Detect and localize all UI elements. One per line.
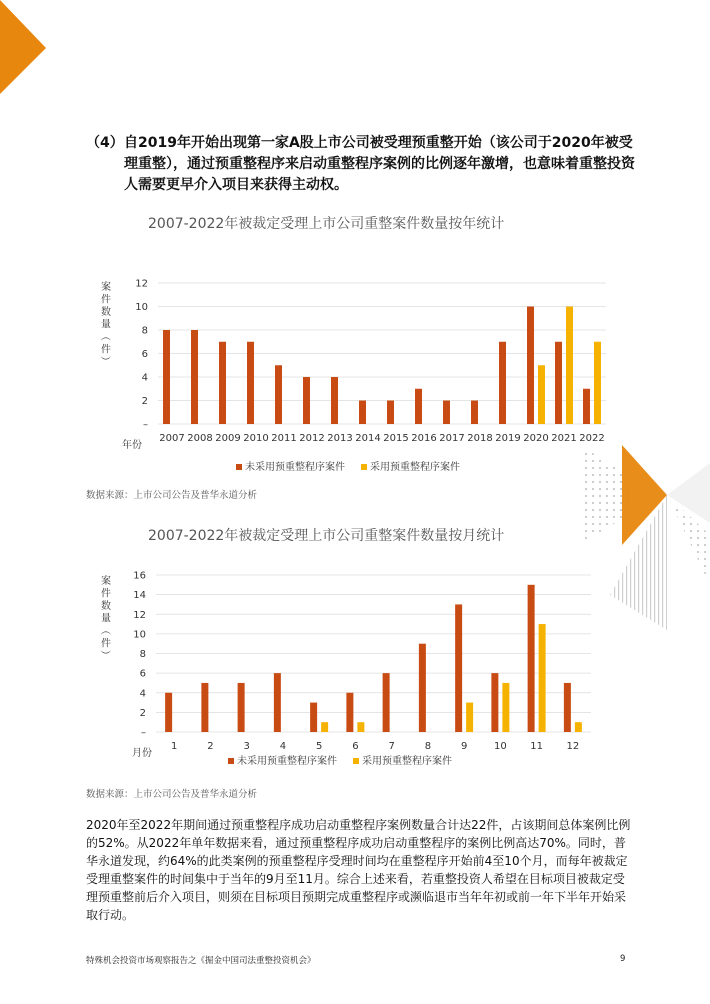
legend-swatch [228,758,234,764]
bar-non-prerestructuring [491,673,498,732]
x-tick-label: 2022 [579,433,605,444]
monthly-cases-chart [86,560,616,775]
bar-non-prerestructuring [528,585,535,732]
y-axis-label-char: 数 [101,601,111,612]
x-tick-label: 2021 [551,433,577,444]
bar-non-prerestructuring [387,401,394,425]
legend-swatch [353,758,359,764]
y-axis-label-char: ） [99,356,110,366]
y-axis-label-char: ） [99,650,110,660]
y-tick-label: 16 [133,570,146,582]
y-axis-label-char: （ [99,331,110,341]
chart1-source: 数据来源：上市公司公告及普华永道分析 [86,490,258,501]
x-tick-label: 10 [494,741,507,752]
bar-prerestructuring [539,624,546,732]
y-tick-label: 6 [141,349,148,360]
y-axis-label-char: 件 [101,344,111,356]
bar-non-prerestructuring [274,673,281,732]
chart1-title: 2007-2022年被裁定受理上市公司重整案件数量按年统计 [148,216,505,232]
bar-non-prerestructuring [346,693,353,732]
bar-non-prerestructuring [443,401,450,425]
bar-non-prerestructuring [247,342,254,424]
bar-prerestructuring [321,722,328,732]
bar-non-prerestructuring [455,604,462,732]
y-axis-label-char: 量 [101,319,111,331]
x-tick-label: 5 [315,741,323,752]
bar-prerestructuring [502,683,509,732]
y-tick-label: 8 [141,325,148,337]
chart2-title: 2007-2022年被裁定受理上市公司重整案件数量按月统计 [148,528,505,544]
y-axis-label-char: 量 [101,613,111,625]
x-tick-label: 3 [243,741,250,752]
bar-non-prerestructuring [583,389,590,424]
y-tick-label: 6 [139,668,146,680]
x-tick-label: 2018 [467,433,493,444]
heading-text: 自2019年开始出现第一家A股上市公司被受理预重整开始（该公司于2020年被受理重整），通过预重整程序来启动重整程序案例的比例逐年激增，也意味着重整投资人需要更早介入项目来获得主动权。 [124,135,635,193]
y-tick-label: 4 [141,372,148,384]
bar-non-prerestructuring [310,703,317,732]
x-tick-label: 2014 [355,433,381,444]
page-number: 9 [620,954,626,964]
bar-non-prerestructuring [275,365,282,424]
x-axis-label: 年份 [122,440,142,451]
x-tick-label: 2011 [271,433,297,444]
yearly-cases-chart [86,270,616,480]
legend-swatch [361,464,367,470]
bar-non-prerestructuring [331,377,338,424]
y-axis-label-char: 件 [101,638,111,650]
bar-prerestructuring [594,342,601,424]
bar-non-prerestructuring [564,683,571,732]
y-tick-label: 12 [133,609,146,621]
x-axis-label: 月份 [132,748,152,759]
legend-label: 未采用预重整程序案件 [237,756,337,767]
x-tick-label: 9 [460,741,468,752]
x-tick-label: 2013 [327,433,353,444]
x-tick-label: 11 [530,741,543,752]
x-tick-label: 2016 [411,433,437,444]
x-tick-label: 8 [424,741,432,752]
bar-non-prerestructuring [219,342,226,424]
bar-prerestructuring [566,307,573,425]
y-axis-label-char: （ [99,625,110,635]
bar-non-prerestructuring [471,401,478,425]
y-axis-label-char: 件 [101,294,111,306]
x-tick-label: 2010 [243,433,269,444]
y-axis-label-char: 数 [101,307,111,318]
y-tick-label: – [143,419,148,431]
bar-prerestructuring [575,722,582,732]
x-tick-label: 1 [170,741,178,752]
legend-label: 采用预重整程序案件 [370,462,460,473]
x-tick-label: 2019 [495,433,521,444]
x-tick-label: 2015 [383,433,409,444]
heading-number: （4） [86,135,124,151]
y-tick-label: 10 [135,302,148,313]
bar-non-prerestructuring [191,330,198,424]
legend-swatch [236,464,242,470]
x-tick-label: 2008 [187,433,213,444]
y-tick-label: 2 [139,707,146,719]
y-tick-label: 2 [141,396,148,407]
chart2-source: 数据来源：上市公司公告及普华永道分析 [86,789,258,800]
x-tick-label: 2 [207,741,214,752]
bar-non-prerestructuring [163,330,170,424]
x-tick-label: 6 [352,741,359,752]
bar-prerestructuring [357,722,364,732]
bar-non-prerestructuring [415,389,422,424]
x-tick-label: 12 [566,741,580,752]
y-tick-label: 4 [139,688,146,700]
bar-non-prerestructuring [201,683,208,732]
bar-non-prerestructuring [238,683,245,732]
y-axis-label-char: 件 [101,588,111,600]
y-axis-label-char: 案 [101,576,111,587]
x-tick-label: 2007 [159,433,185,444]
footer-report-title: 特殊机会投资市场观察报告之《掘金中国司法重整投资机会》 [86,956,316,966]
x-tick-label: 2017 [439,433,465,444]
legend-label: 采用预重整程序案件 [362,756,452,767]
x-tick-label: 4 [279,741,287,752]
legend-label: 未采用预重整程序案件 [245,462,345,473]
bar-non-prerestructuring [419,644,426,732]
corner-triangle-decoration [0,0,48,96]
bar-non-prerestructuring [527,307,534,425]
y-tick-label: 12 [135,278,148,290]
bar-non-prerestructuring [359,401,366,425]
y-tick-label: 14 [133,590,146,602]
bar-prerestructuring [466,703,473,732]
x-tick-label: 7 [388,741,395,752]
x-tick-label: 2009 [215,433,241,444]
y-tick-label: 10 [133,629,146,641]
y-axis-label-char: 案 [101,282,111,293]
section-heading [86,133,646,196]
bar-non-prerestructuring [303,377,310,424]
bar-non-prerestructuring [383,673,390,732]
y-tick-label: – [141,727,146,739]
bar-non-prerestructuring [555,342,562,424]
bar-non-prerestructuring [499,342,506,424]
bar-prerestructuring [538,365,545,424]
bar-non-prerestructuring [165,693,172,732]
analysis-paragraph: 2020年至2022年期间通过预重整程序成功启动重整程序案例数量合计达22件，占该期间总体案例比例的52%。从2022年单年数据来看，通过预重整程序成功启动重整程序的案例比例高达70%。同时，普华永道发现，约64%的此类案例的预重整程序受理时间均在重整程序开始前4至10个月，而每年被裁定受理重整案件的时间集中于当年的9月至11月。综合上述来看，若重整投资人希望在目标项目被裁定受理预重整前后介入项目，则须在目标项目预期完成重整程序或濒临退市当年年初或前一年下半年开始采取行动。 [86,818,631,922]
x-tick-label: 2012 [299,433,325,444]
y-tick-label: 8 [139,649,146,660]
x-tick-label: 2020 [523,433,549,444]
